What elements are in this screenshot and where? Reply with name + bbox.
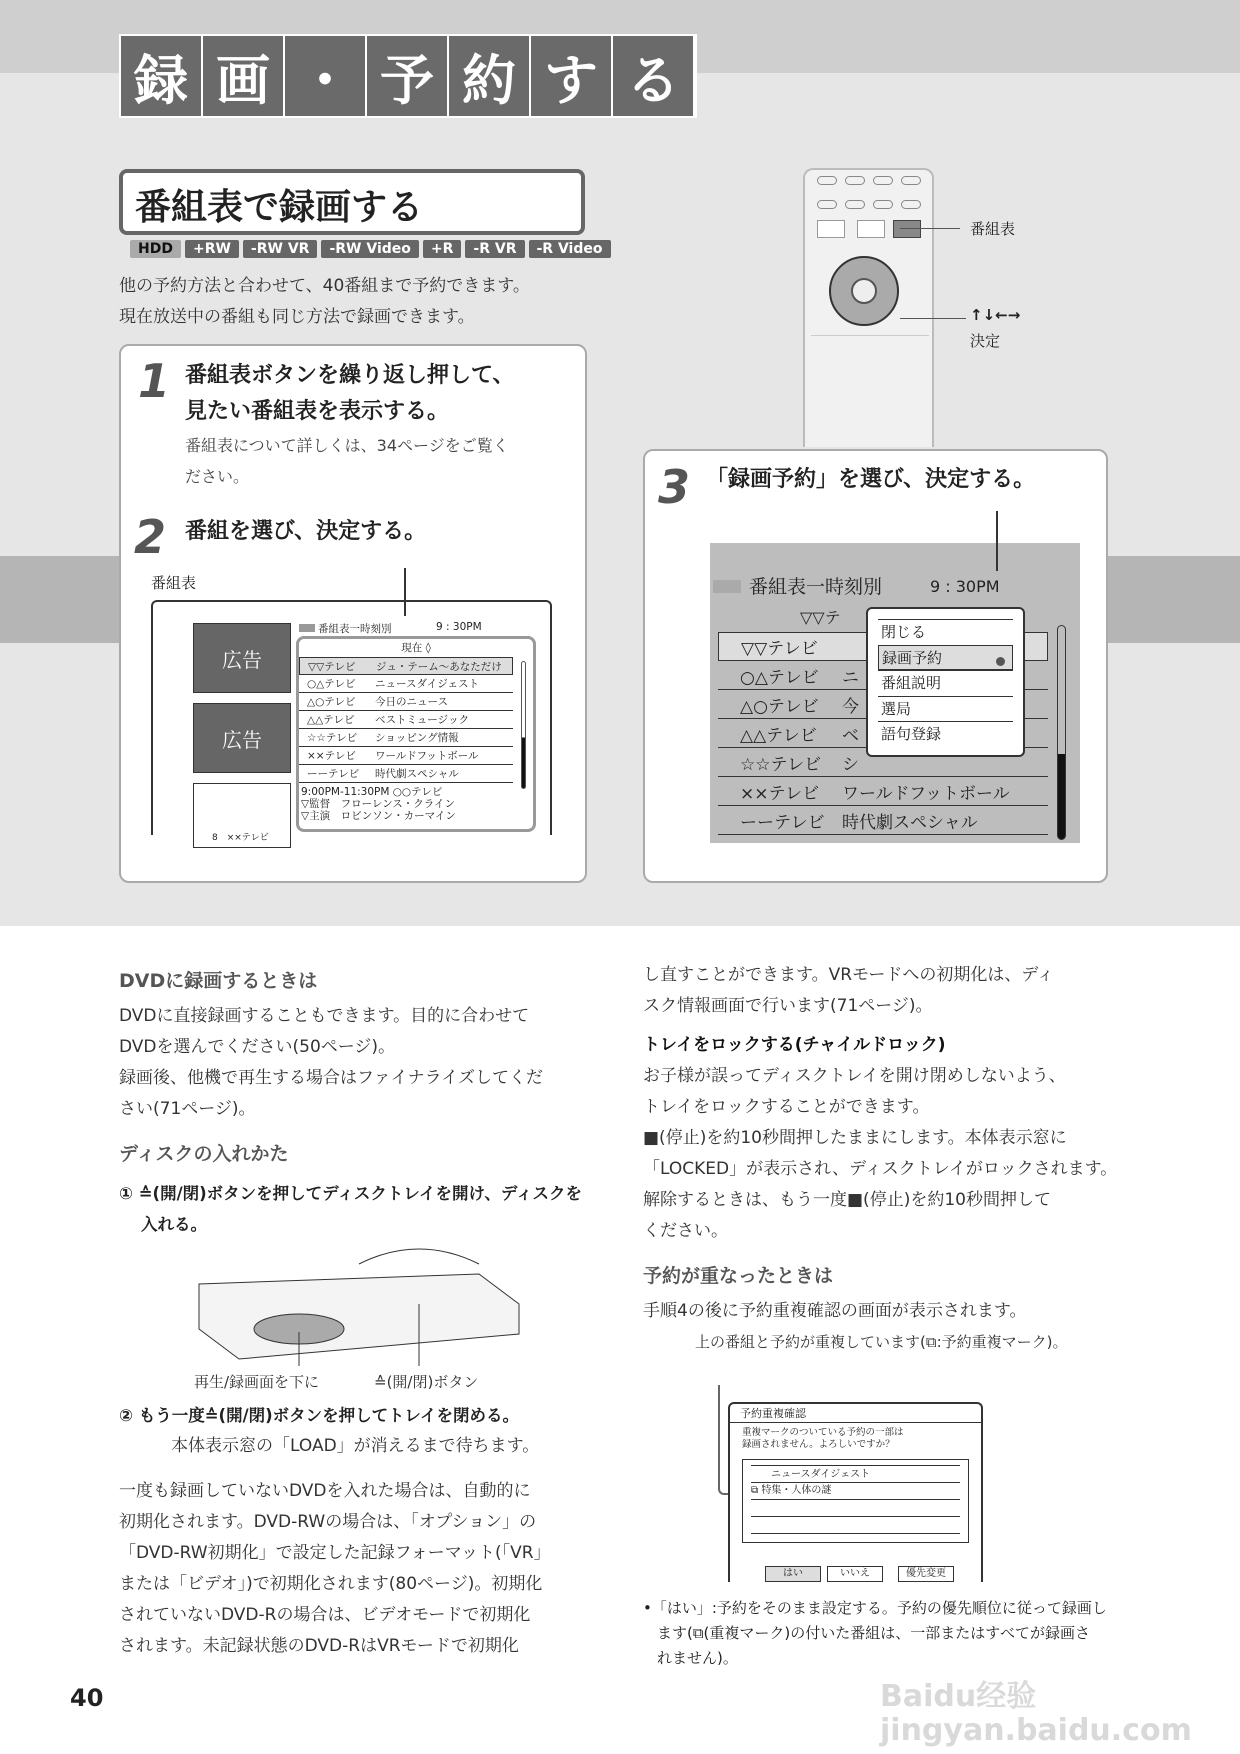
step-number: 1	[138, 354, 171, 408]
menu-item-tune[interactable]: 選局	[878, 696, 1013, 722]
program-row[interactable]: △△テレビ ベストミュージック	[299, 711, 513, 729]
intro-line: 他の予約方法と合わせて、40番組まで予約できます。	[119, 276, 530, 296]
menu-item-record-reserve[interactable]: 録画予約	[878, 645, 1013, 671]
program-row-selected[interactable]: ▽▽テレビ	[718, 632, 1048, 661]
program-row[interactable]: △△テレビ ベ	[718, 719, 1048, 748]
step-number: 2	[134, 510, 167, 564]
thumbnail-soccer: 8 ××テレビ	[193, 783, 291, 848]
ad-panel: 広告	[193, 703, 291, 773]
section-title: 番組表で録画する	[119, 169, 585, 235]
page-number: 40	[70, 1684, 104, 1712]
no-button[interactable]: いいえ	[827, 1566, 883, 1582]
step-number: 3	[658, 460, 691, 514]
chapter-char: 画	[203, 36, 285, 116]
program-list: 現在 ◊ ▽▽テレビ ジュ・テーム〜あなただけ ○△テレビ ニュースダイジェスト △○テレビ 今日のニュース △△テレビ ベストミュージック ☆☆テレビ ショッピング情報 ××テレビ ワールドフットボール ーーテレビ 時代劇スペシャル 9:00PM-11:30PM ○○テレビ ▽監督 フローレンス・クライン ▽主演 ロビンソン・カーマイン	[296, 636, 536, 832]
disc-tray-illustration	[119, 1240, 589, 1400]
side-band-left	[0, 556, 119, 643]
badge: -RW Video	[321, 240, 418, 258]
dialog-title: 予約重複確認	[730, 1404, 981, 1423]
badge: +RW	[185, 240, 239, 258]
chapter-char: る	[613, 36, 695, 116]
step-note: ださい。	[185, 467, 250, 486]
step-heading: 番組を選び、決定する。	[185, 519, 427, 544]
yes-button[interactable]: はい	[765, 1566, 821, 1582]
watermark: Baidu经验 jingyan.baidu.com	[880, 1679, 1192, 1748]
scrollbar[interactable]	[521, 661, 526, 789]
badge: HDD	[130, 240, 181, 258]
figure-caption: 番組表	[151, 574, 197, 592]
overlap-dialog: 予約重複確認 重複マークのついている予約の一部は 録画されません。よろしいですか？ ニュースダイジェスト ⧉ 特集・人体の謎 はい いいえ 優先変更	[728, 1402, 983, 1582]
intro-line: 現在放送中の番組も同じ方法で録画できます。	[119, 307, 475, 327]
menu-item-keyword[interactable]: 語句登録	[878, 721, 1013, 747]
program-row[interactable]: ☆☆テレビ シ	[718, 748, 1048, 777]
header-partial: ▽▽テ	[800, 608, 841, 627]
clock: 9 : 30PM	[930, 577, 1000, 596]
dialog-item[interactable]: ニュースダイジェスト	[751, 1465, 960, 1483]
chapter-char: 予	[367, 36, 449, 116]
screen-title: 番組表一時刻別	[713, 572, 882, 599]
program-row[interactable]: ーーテレビ 時代劇スペシャル	[718, 806, 1048, 835]
subheading: DVDに録画するときは	[119, 970, 318, 992]
chapter-char: 約	[449, 36, 531, 116]
left-column: DVDに録画するときは DVDに直接録画することもできます。目的に合わせて DVDを選んでください(50ページ)。 録画後、他機で再生する場合はファイナライズしてくだ さい(71ページ)。 ディスクの入れかた ① ≙(開/閉)ボタンを押してディスクトレイを開け、ディスクを入れる。 再生/録画面を下に ≙(開/閉)ボタン ② もう一度≙(開/閉)ボタンを押してトレイを閉める。 本体表示窓の「LOAD」が消えるまで待ちます。 一度も録画していないDVDを入れた場合は、自動的に 初期化されます。DVD-RWの場合は、「オプション」の 「DVD-RW初期化」で設定した記録フォーマット(「VR」 または「ビデオ」)で初期化されます(80ページ)。初期化 されていないDVD-Rの場合は、ビデオモードで初期化 されます。未記録状態のDVD-RはVRモードで初期化	[119, 958, 589, 1662]
program-row[interactable]: ○△テレビ ニュースダイジェスト	[299, 675, 513, 693]
subheading: ディスクの入れかた	[119, 1143, 289, 1165]
guide-button	[893, 220, 921, 238]
note: •「はい」:予約をそのまま設定する。予約の優先順位に従って録画し ます(⧉(重複マーク)の付いた番組は、一部またはすべてが録画さ れません)。	[643, 1599, 1107, 1667]
program-row[interactable]: ☆☆テレビ ショッピング情報	[299, 729, 513, 747]
chapter-char: ・	[285, 36, 367, 116]
menu-item-close[interactable]: 閉じる	[878, 619, 1013, 645]
remote-illustration	[803, 168, 934, 447]
media-badges	[130, 240, 611, 258]
scrollbar[interactable]	[1057, 625, 1066, 840]
dialog-item-overlap[interactable]: ⧉ 特集・人体の謎	[751, 1483, 960, 1500]
badge: -RW VR	[243, 240, 318, 258]
subheading: トレイをロックする(チャイルドロック)	[643, 1035, 946, 1055]
step-note: 番組表について詳しくは、34ページをご覧く	[185, 436, 509, 455]
grid-icon	[713, 580, 741, 593]
step-heading: 「録画予約」を選び、決定する。	[706, 467, 1036, 492]
remote-label-enter: 決定	[970, 332, 1001, 350]
side-band-right	[1108, 556, 1240, 643]
program-row[interactable]: ○△テレビ ニ	[718, 661, 1048, 690]
screen-title: 番組表一時刻別	[299, 621, 392, 636]
badge: -R VR	[465, 240, 524, 258]
callout: 上の番組と予約が重複しています(⧉:予約重複マーク)。	[695, 1333, 1068, 1351]
chapter-title	[119, 34, 697, 118]
menu-item-program-info[interactable]: 番組説明	[878, 670, 1013, 696]
arrows-icon: ↑↓←→	[970, 306, 1021, 324]
program-row[interactable]: ーーテレビ 時代劇スペシャル	[299, 765, 513, 783]
program-row[interactable]: ××テレビ ワールドフットボール	[718, 777, 1048, 806]
badge: -R Video	[529, 240, 611, 258]
chapter-char: 録	[121, 36, 203, 116]
context-menu	[866, 607, 1025, 757]
instruction: ① ≙(開/閉)ボタンを押してディスクトレイを開け、ディスクを入れる。	[119, 1184, 583, 1234]
program-row[interactable]: △○テレビ 今日のニュース	[299, 693, 513, 711]
step-heading: 見たい番組表を表示する。	[185, 399, 450, 424]
program-row[interactable]: ××テレビ ワールドフットボール	[299, 747, 513, 765]
caption: 再生/録画面を下に	[194, 1373, 320, 1391]
chapter-char: す	[531, 36, 613, 116]
instruction: ② もう一度≙(開/閉)ボタンを押してトレイを閉める。	[119, 1406, 519, 1425]
badge: +R	[423, 240, 462, 258]
grid-icon	[299, 624, 315, 632]
caption: ≙(開/閉)ボタン	[374, 1373, 479, 1391]
program-row-selected[interactable]: ▽▽テレビ ジュ・テーム〜あなただけ	[299, 657, 513, 675]
ad-panel: 広告	[193, 623, 291, 693]
priority-change-button[interactable]: 優先変更	[898, 1566, 954, 1582]
remote-label-guide: 番組表	[970, 220, 1016, 238]
subheading: 予約が重なったときは	[643, 1265, 834, 1287]
clock: 9 : 30PM	[436, 621, 482, 633]
step-heading: 番組表ボタンを繰り返し押して、	[185, 363, 515, 388]
program-row[interactable]: △○テレビ 今	[718, 690, 1048, 719]
right-column: し直すことができます。VRモードへの初期化は、ディ スク情報画面で行います(71ページ)。 トレイをロックする(チャイルドロック) お子様が誤ってディスクトレイを開け閉めしないよう、 トレイをロックすることができます。 ■(停止)を約10秒間押したままにします。本体表示窓に 「LOCKED」が表示され、ディスクトレイがロックされます。 解除するときは、もう一度■(停止)を約10秒間押して ください。 予約が重なったときは 手順4の後に予約重複確認の画面が表示されます。 上の番組と予約が重複しています(⧉:予約重複マーク)。	[643, 960, 1123, 1358]
